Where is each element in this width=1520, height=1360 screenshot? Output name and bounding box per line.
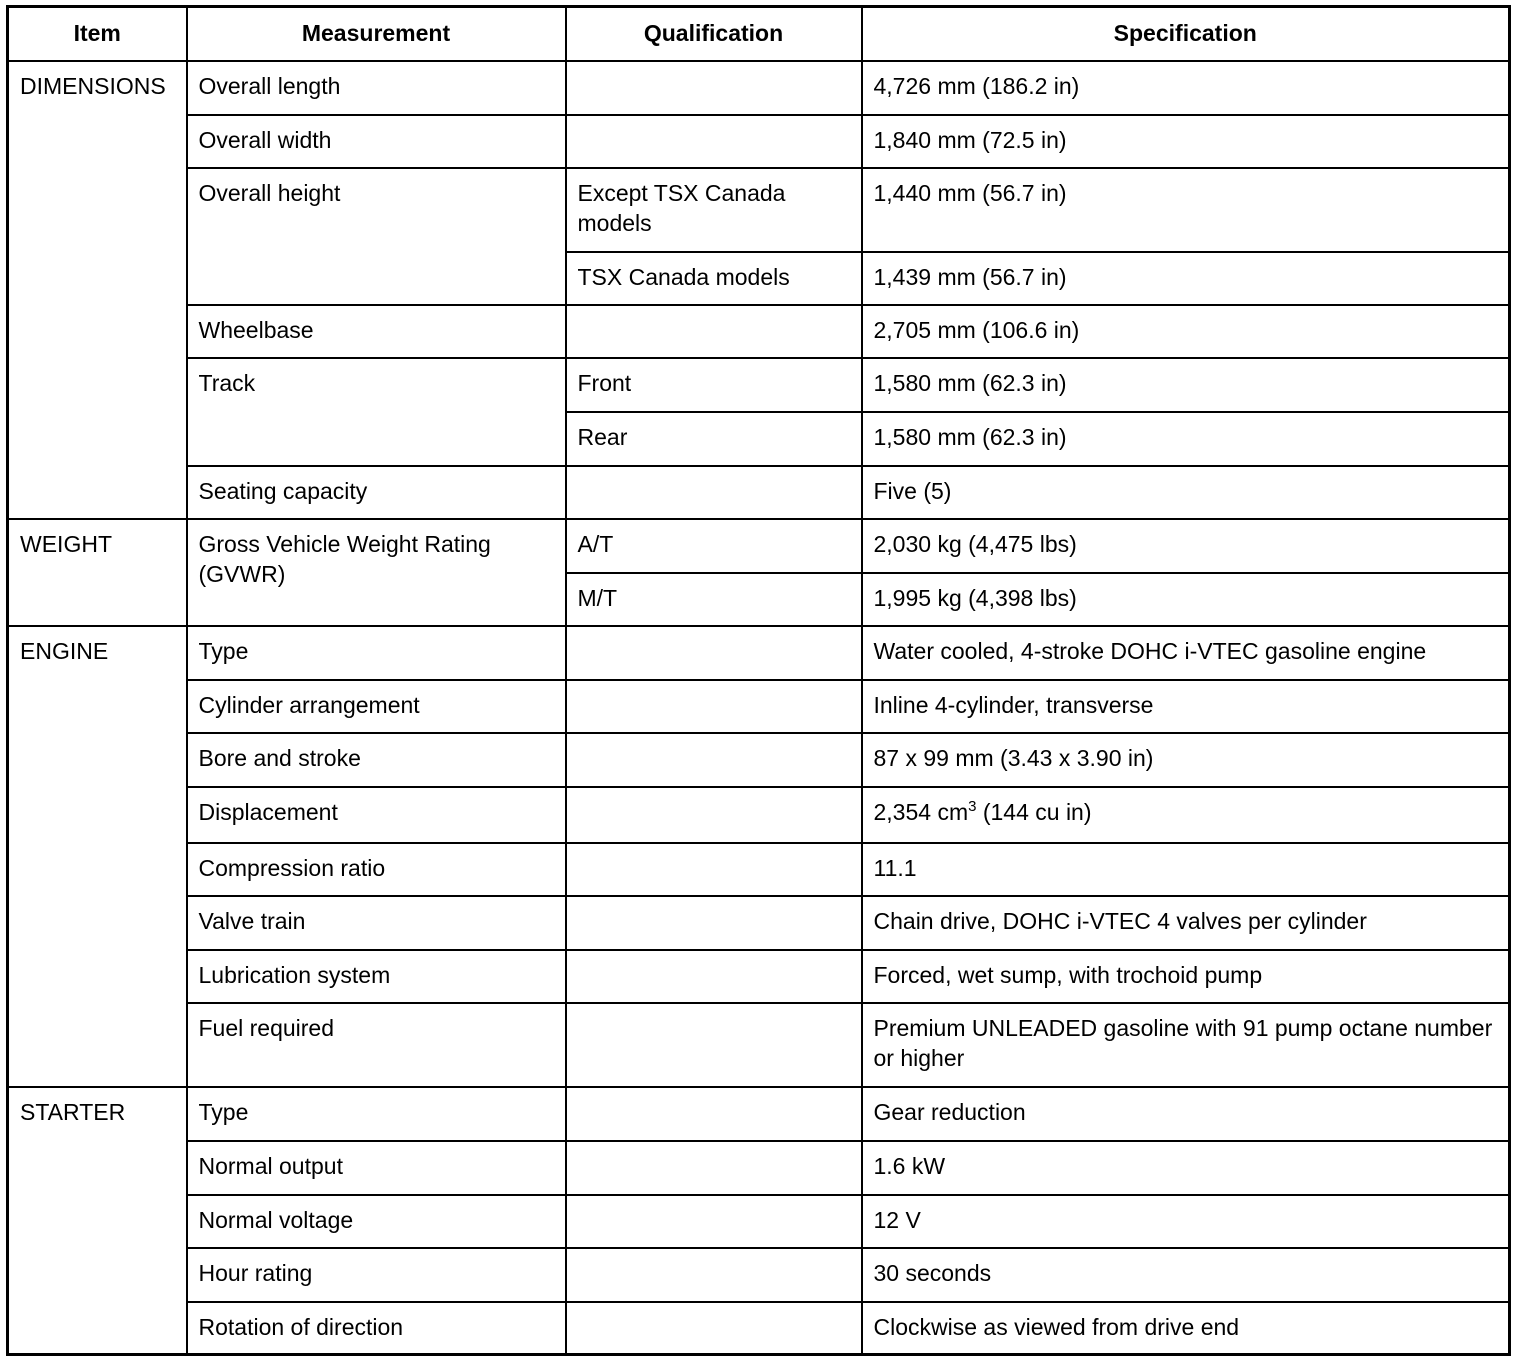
table-row [8,305,1510,358]
spec-cell: Chain drive, DOHC i-VTEC 4 valves per cylinder [862,896,1510,950]
spec-cell: 1.6 kW [862,1141,1510,1195]
spec-cell: 12 V [862,1195,1510,1248]
qualification-cell [566,1302,862,1355]
table-row [8,733,1510,787]
qualification-cell [566,733,862,787]
spec-cell: 2,705 mm (106.6 in) [862,305,1510,358]
spec-cell: Gear reduction [862,1087,1510,1141]
measurement-cell: Fuel required [187,1003,566,1087]
table-row [8,1141,1510,1195]
measurement-cell: Overall length [187,61,566,115]
spec-cell: 1,439 mm (56.7 in) [862,252,1510,305]
table-row [8,115,1510,168]
qualification-cell [566,1141,862,1195]
spec-cell: Forced, wet sump, with trochoid pump [862,950,1510,1003]
measurement-cell: Rotation of direction [187,1302,566,1355]
spec-cell: 30 seconds [862,1248,1510,1302]
displacement-superscript: 3 [968,797,977,815]
table-row [8,1003,1510,1087]
spec-cell: 1,440 mm (56.7 in) [862,168,1510,252]
table-row [8,358,1510,412]
table-row [8,843,1510,896]
measurement-cell: Normal output [187,1141,566,1195]
measurement-cell: Gross Vehicle Weight Rating (GVWR) [187,519,566,626]
displacement-imperial: (144 cu in) [976,798,1092,825]
measurement-cell: Seating capacity [187,466,566,519]
qualification-cell [566,787,862,843]
qualification-cell [566,115,862,168]
table-row [8,950,1510,1003]
qualification-cell [566,950,862,1003]
spec-cell: 1,840 mm (72.5 in) [862,115,1510,168]
spec-cell: 4,726 mm (186.2 in) [862,61,1510,115]
table-row [8,787,1510,843]
measurement-cell: Valve train [187,896,566,950]
item-engine: ENGINE [8,626,187,1087]
qualification-cell [566,1087,862,1141]
measurement-cell: Normal voltage [187,1195,566,1248]
qualification-cell [566,680,862,733]
spec-cell: Premium UNLEADED gasoline with 91 pump octane number or higher [862,1003,1510,1087]
spec-cell: 1,580 mm (62.3 in) [862,412,1510,466]
measurement-cell: Track [187,358,566,466]
spec-cell: Clockwise as viewed from drive end [862,1302,1510,1355]
table-row [8,1302,1510,1355]
qualification-cell [566,1003,862,1087]
measurement-cell: Hour rating [187,1248,566,1302]
table-row [8,466,1510,519]
measurement-cell: Type [187,626,566,680]
qualification-cell [566,896,862,950]
spec-cell: Inline 4-cylinder, transverse [862,680,1510,733]
measurement-cell: Compression ratio [187,843,566,896]
measurement-cell: Bore and stroke [187,733,566,787]
qualification-cell: A/T [566,519,862,573]
spec-cell: 87 x 99 mm (3.43 x 3.90 in) [862,733,1510,787]
qualification-cell: TSX Canada models [566,252,862,305]
table-row [8,1087,1510,1141]
header-measurement: Measurement [187,7,566,61]
table-row [8,1248,1510,1302]
table-row [8,896,1510,950]
qualification-cell [566,305,862,358]
spec-cell: 11.1 [862,843,1510,896]
item-weight: WEIGHT [8,519,187,626]
qualification-cell: M/T [566,573,862,626]
qualification-cell [566,843,862,896]
header-specification: Specification [862,7,1510,61]
qualification-cell [566,61,862,115]
table-row [8,519,1510,573]
header-item: Item [8,7,187,61]
spec-cell: 1,580 mm (62.3 in) [862,358,1510,412]
qualification-cell: Except TSX Canada models [566,168,862,252]
spec-cell: 2,030 kg (4,475 lbs) [862,519,1510,573]
measurement-cell: Overall width [187,115,566,168]
spec-cell: 1,995 kg (4,398 lbs) [862,573,1510,626]
qualification-cell [566,626,862,680]
measurement-cell: Displacement [187,787,566,843]
displacement-value: 2,354 cm [873,798,969,825]
table-row [8,61,1510,115]
measurement-cell: Wheelbase [187,305,566,358]
measurement-cell: Overall height [187,168,566,305]
qualification-cell [566,1195,862,1248]
qualification-cell [566,1248,862,1302]
spec-cell [862,787,1510,843]
qualification-cell: Front [566,358,862,412]
header-row [8,7,1510,61]
item-starter: STARTER [8,1087,187,1355]
table-row [8,1195,1510,1248]
table-row [8,168,1510,252]
table-row [8,680,1510,733]
measurement-cell: Lubrication system [187,950,566,1003]
table-row [8,626,1510,680]
qualification-cell: Rear [566,412,862,466]
specifications-table [6,5,1511,1356]
measurement-cell: Type [187,1087,566,1141]
measurement-cell: Cylinder arrangement [187,680,566,733]
item-dimensions: DIMENSIONS [8,61,187,519]
spec-cell: Water cooled, 4-stroke DOHC i-VTEC gasoline engine [862,626,1510,680]
qualification-cell [566,466,862,519]
spec-cell: Five (5) [862,466,1510,519]
header-qualification: Qualification [566,7,862,61]
